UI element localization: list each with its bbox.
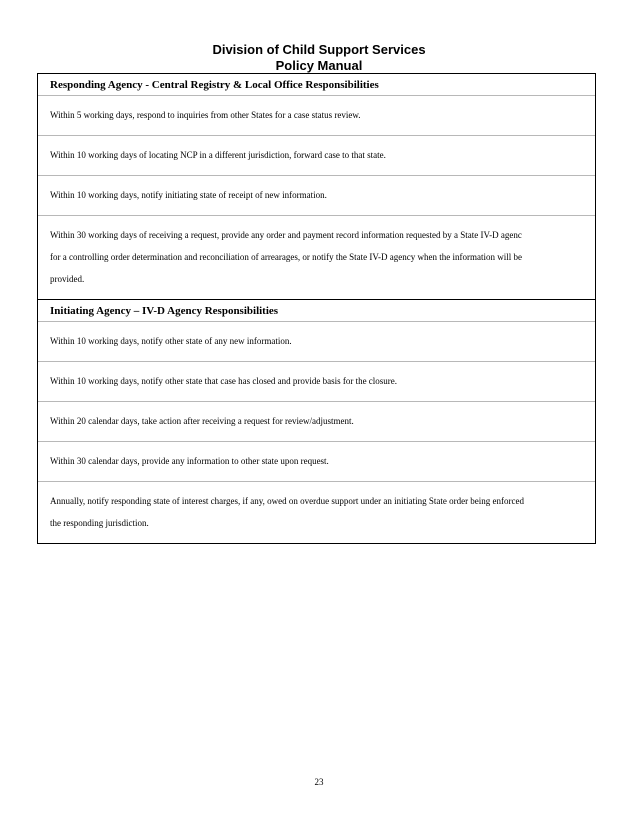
table-row: [38, 361, 595, 401]
table-row: [38, 401, 595, 441]
row-text: Within 10 working days of locating NCP in a different jurisdiction, forward case to that state.: [50, 150, 386, 160]
row-text: Within 10 working days, notify other state that case has closed and provide basis for the closure.: [50, 376, 398, 386]
row-text: Within 5 working days, respond to inquiries from other States for a case status review.: [50, 110, 361, 120]
row-text: Within 30 calendar days, provide any information to other state upon request.: [50, 456, 329, 466]
responsibilities-table: [37, 73, 596, 544]
document-header: [0, 42, 638, 74]
table-row: [38, 135, 595, 175]
initiating-agency-section: [38, 299, 595, 543]
page-number: 23: [314, 777, 324, 787]
row-text: Within 10 working days, notify initiating state of receipt of new information.: [50, 190, 327, 200]
table-row: [38, 321, 595, 361]
row-text: the responding jurisdiction.: [50, 518, 149, 528]
table-row: [38, 215, 595, 299]
row-text: for a controlling order determination and reconciliation of arrearages, or notify the State IV-D agency when the information will be: [50, 252, 523, 262]
row-text: Within 10 working days, notify other state of any new information.: [50, 336, 292, 346]
manual-title: Policy Manual: [275, 58, 363, 73]
row-text: provided.: [50, 274, 85, 284]
responding-agency-section: [38, 74, 595, 299]
table-row: [38, 175, 595, 215]
section-title: Initiating Agency – IV-D Agency Responsibilities: [50, 305, 279, 317]
table-row: [38, 95, 595, 135]
row-text: Within 20 calendar days, take action after receiving a request for review/adjustment.: [50, 416, 354, 426]
row-text: Within 30 working days of receiving a request, provide any order and payment record information requested by a State IV-D agenc: [50, 230, 522, 240]
table-row: [38, 441, 595, 481]
section-title: Responding Agency - Central Registry & Local Office Responsibilities: [50, 79, 379, 91]
table-row: [38, 481, 595, 543]
row-text: Annually, notify responding state of interest charges, if any, owed on overdue support under an initiating State order being enforced: [50, 496, 525, 506]
division-title: Division of Child Support Services: [212, 42, 426, 57]
